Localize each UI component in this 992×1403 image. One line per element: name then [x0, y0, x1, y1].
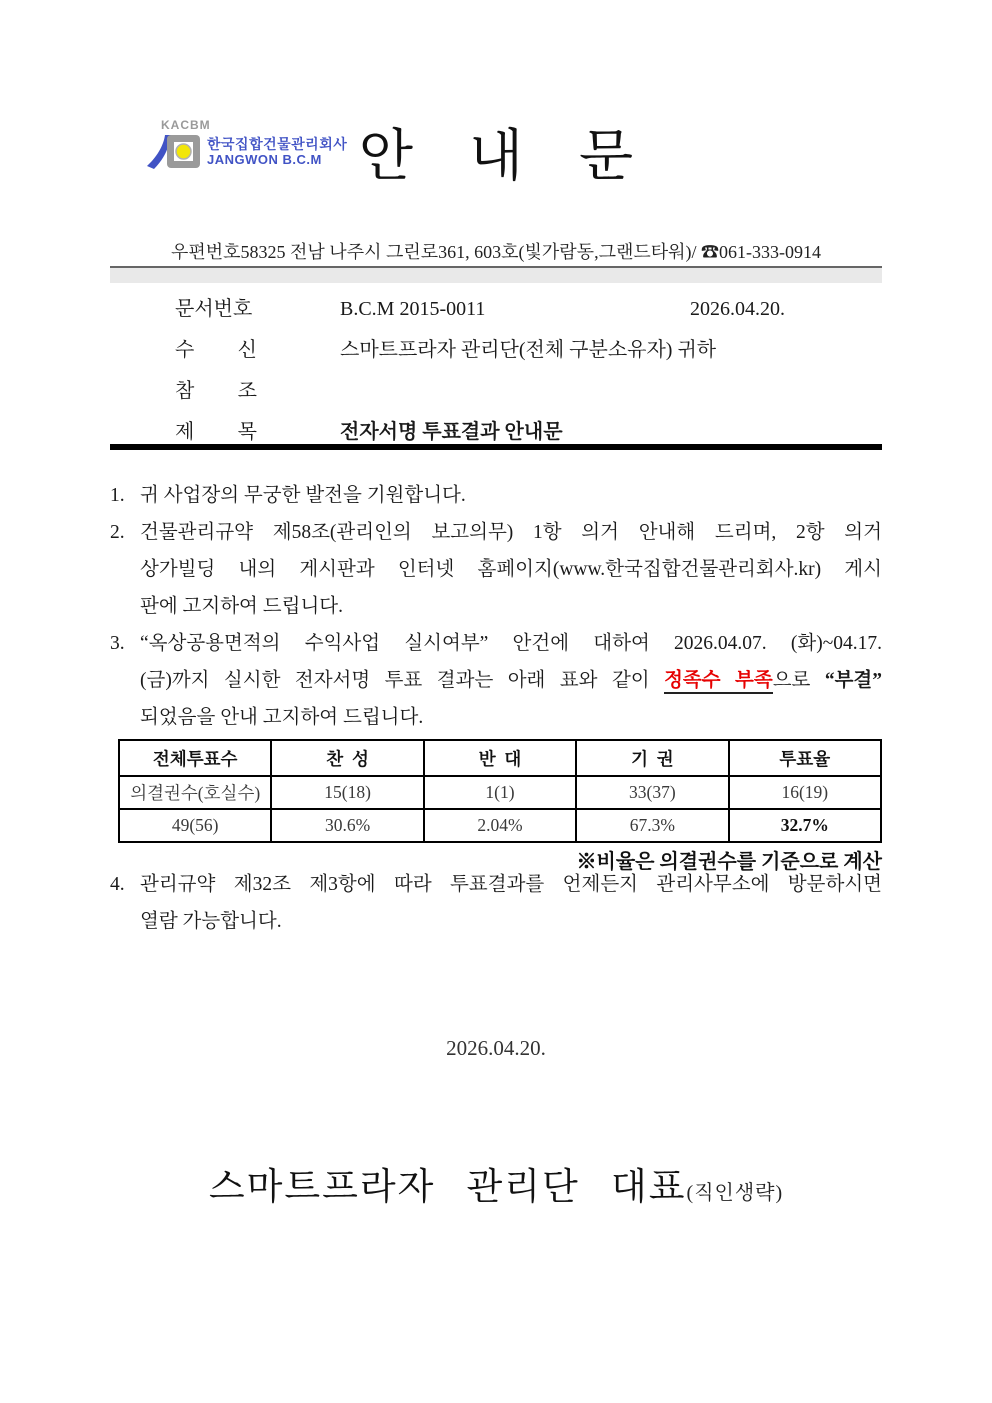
- table-row: [119, 809, 881, 842]
- subject-value: 전자서명 투표결과 안내문: [340, 421, 563, 443]
- rejected-bold-text: “부결”: [824, 670, 882, 691]
- cell-turnout-count: 16(19): [729, 776, 881, 809]
- quorum-shortage-highlight: 정족수 부족: [664, 670, 773, 694]
- logo-company-name-en: JANGWON B.C.M: [207, 151, 322, 167]
- column-header-oppose: 반 대: [424, 740, 576, 776]
- doc-date: 2026.04.20.: [690, 298, 785, 320]
- cc-label: 참 조: [175, 380, 257, 402]
- page-title: 안 내 문: [358, 126, 634, 188]
- list-item: [110, 477, 882, 514]
- subject-label: 제 목: [175, 421, 257, 443]
- signer-name: 스마트프라자 관리단 대표: [208, 1167, 687, 1208]
- list-item: [110, 866, 882, 940]
- subject-row: [110, 420, 882, 445]
- cell-voting-rights-label: 의결권수(호실수): [119, 776, 271, 809]
- issue-date: 2026.04.20.: [446, 1036, 546, 1060]
- item-number: 2.: [110, 522, 125, 543]
- item-number: 1.: [110, 485, 125, 506]
- item-text: 관리규약 제32조 제3항에 따라 투표결과를 언제든지 관리사무소에 방문하시면: [140, 874, 882, 895]
- cell-oppose-pct: 2.04%: [424, 809, 576, 842]
- signature-block: [0, 1156, 992, 1210]
- cell-oppose-count: 1(1): [424, 776, 576, 809]
- cc-row: [110, 379, 882, 404]
- item-text: “옥상공용면적의 수익사업 실시여부” 안건에 대하여 2026.04.07. (화)~04.17.: [140, 633, 882, 654]
- address-separator-band: [110, 266, 882, 283]
- table-row: [119, 776, 881, 809]
- list-item: [110, 514, 882, 625]
- item-text-with-highlight: [140, 662, 882, 699]
- logo-company-name-kr: 한국집합건물관리회사: [207, 136, 348, 153]
- cell-agree-count: 15(18): [271, 776, 423, 809]
- vote-results-table: [118, 739, 882, 843]
- cell-total-count: 49(56): [119, 809, 271, 842]
- seal-omitted-note: (직인생략): [686, 1182, 784, 1204]
- cell-abstain-count: 33(37): [576, 776, 728, 809]
- company-address: 우편번호58325 전남 나주시 그린로361, 603호(빛가람동,그랜드타워)/ ☎061-333-0914: [170, 242, 821, 262]
- item-text: 판에 고지하여 드립니다.: [140, 596, 343, 617]
- cell-abstain-pct: 67.3%: [576, 809, 728, 842]
- item-text-segment: 으로: [772, 670, 825, 691]
- doc-number-row: [110, 297, 882, 322]
- doc-number-value: B.C.M 2015-0011: [340, 298, 486, 320]
- item-text-segment: (금)까지 실시한 전자서명 투표 결과는 아래 표와 같이: [140, 670, 665, 691]
- table-header-row: [119, 740, 881, 776]
- column-header-abstain: 기 권: [576, 740, 728, 776]
- column-header-turnout: 투표율: [729, 740, 881, 776]
- header-divider: [110, 444, 882, 450]
- recipient-row: [110, 338, 882, 363]
- item-text: 되었음을 안내 고지하여 드립니다.: [140, 707, 424, 728]
- document-info: [110, 297, 882, 461]
- doc-number-label: 문서번호: [175, 298, 253, 320]
- body-items-continued: [110, 866, 882, 940]
- item-text: 건물관리규약 제58조(관리인의 보고의무) 1항 의거 안내해 드리며, 2항 의거: [140, 522, 882, 543]
- item-number: 4.: [110, 874, 125, 895]
- column-header-agree: 찬 성: [271, 740, 423, 776]
- list-item: [110, 625, 882, 736]
- item-text: 열람 가능합니다.: [140, 911, 282, 932]
- cell-turnout-pct: 32.7%: [729, 809, 881, 842]
- item-text: 귀 사업장의 무궁한 발전을 기원합니다.: [140, 485, 466, 506]
- item-number: 3.: [110, 633, 125, 654]
- logo-kacbm-label: KACBM: [161, 118, 211, 132]
- column-header-total-votes: 전체투표수: [119, 740, 271, 776]
- body-items: [110, 477, 882, 736]
- table-note: ※비율은 의결권수를 기준으로 계산: [576, 851, 882, 873]
- item-text: 상가빌딩 내의 게시판과 인터넷 홈페이지(www.한국집합건물관리회사.kr) 게시: [140, 559, 882, 580]
- recipient-label: 수 신: [175, 339, 257, 361]
- recipient-value: 스마트프라자 관리단(전체 구분소유자) 귀하: [340, 339, 717, 361]
- cell-agree-pct: 30.6%: [271, 809, 423, 842]
